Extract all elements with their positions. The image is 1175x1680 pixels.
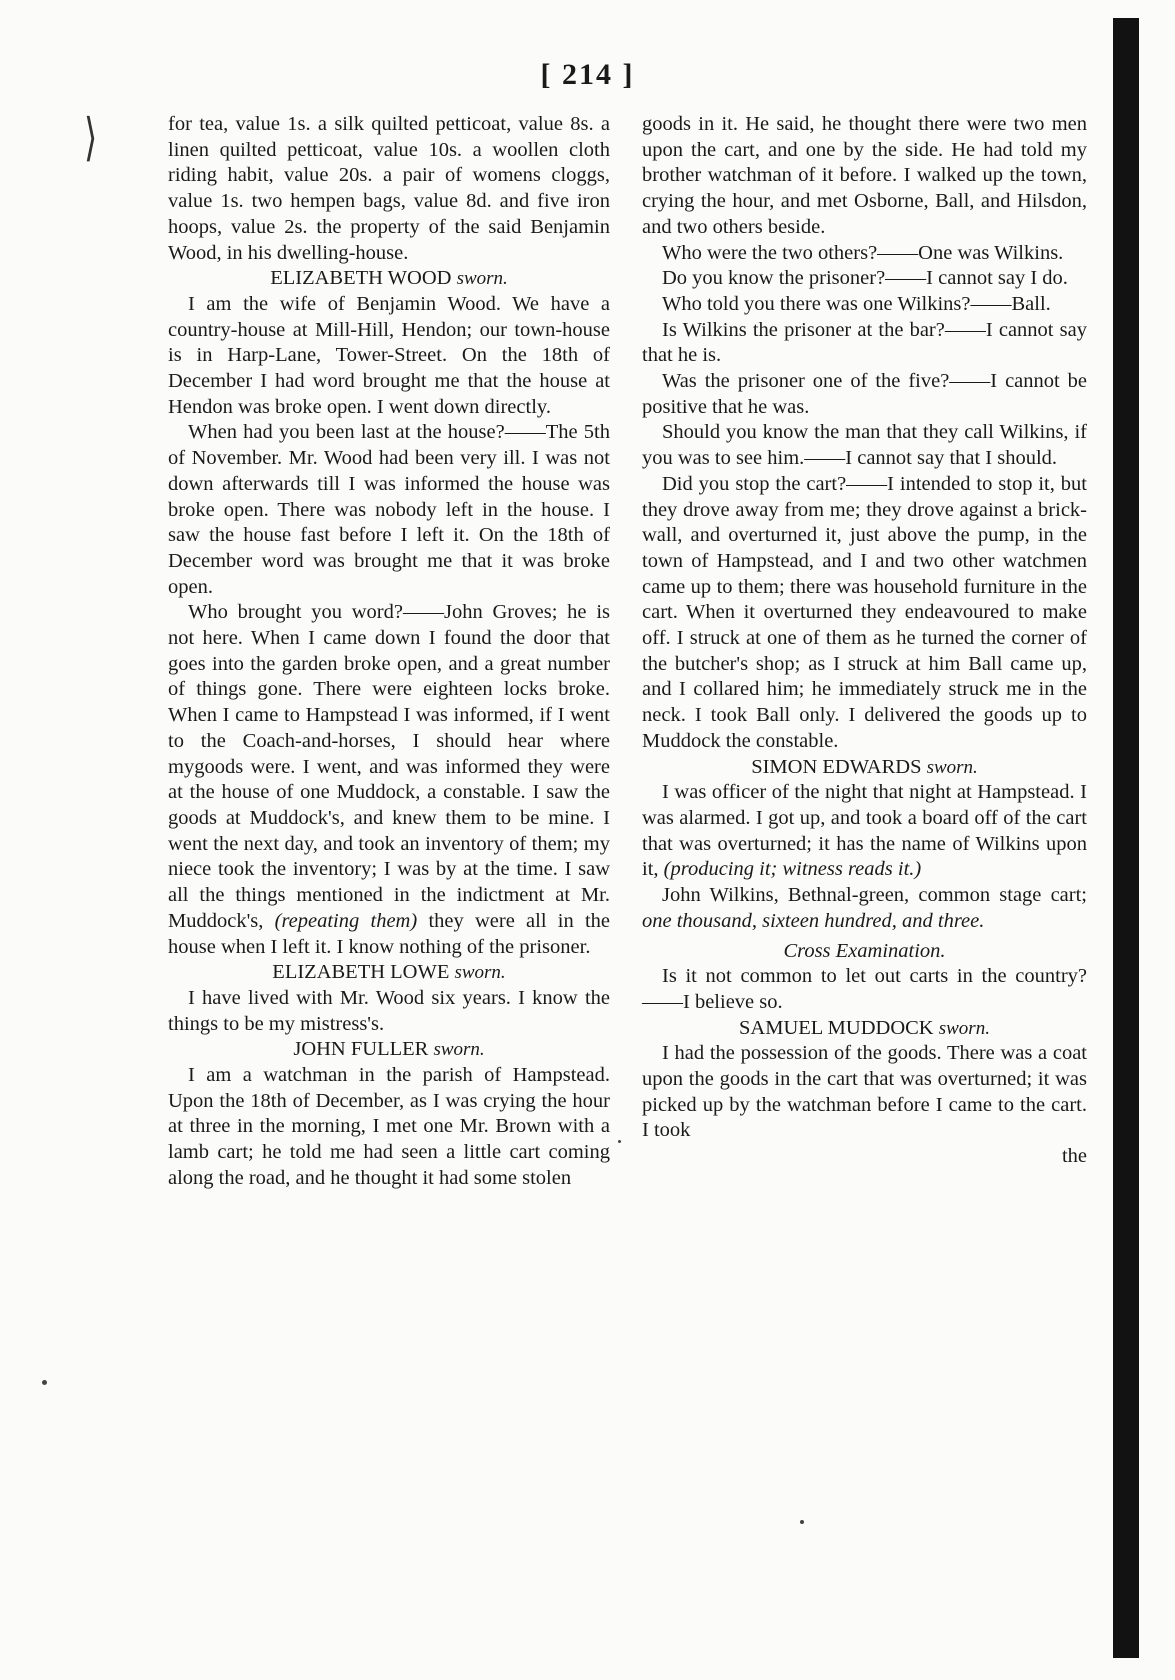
- margin-mark: ⟩: [84, 111, 98, 167]
- witness-heading: [168, 960, 610, 986]
- binding-shadow: [1113, 18, 1139, 1658]
- paragraph: Who were the two others?——One was Wilkins.: [662, 241, 1064, 264]
- witness-heading: [642, 1016, 1087, 1042]
- left-column: [168, 112, 610, 1192]
- section-subheading: Cross Examination.: [783, 939, 946, 962]
- paragraph-text: John Wilkins, Bethnal-green, common stage cart;: [662, 884, 1087, 907]
- sworn-label: sworn.: [433, 1039, 485, 1061]
- paragraph: Is Wilkins the prisoner at the bar?——I cannot say that he is.: [642, 318, 1087, 367]
- witness-name: ELIZABETH LOWE: [272, 961, 450, 984]
- sworn-label: sworn.: [456, 268, 508, 290]
- paragraph-text: I was officer of the night that night at Hampstead. I was alarmed. I got up, and took a board off of the cart that was overturned; it has the name of Wilkins upon it,: [642, 781, 1087, 881]
- italic-note: (repeating them): [274, 909, 418, 932]
- speck: [618, 1140, 621, 1143]
- paragraph: Who told you there was one Wilkins?——Ball.: [662, 292, 1051, 315]
- paragraph: [642, 883, 1087, 934]
- page-number: [ 214 ]: [540, 58, 635, 91]
- italic-note: one thousand, sixteen hundred, and three.: [642, 909, 985, 932]
- paragraph: I am the wife of Benjamin Wood. We have a country-house at Mill-Hill, Hendon; our town-house is in Harp-Lane, Tower-Street. On the 18th of December I had word brought me that the house at Hendon was broke open. I went down directly.: [168, 292, 610, 418]
- paragraph: Did you stop the cart?——I intended to stop it, but they drove away from me; they drove against a brick-wall, and overturned it, just above the pump, in the town of Hampstead, and I and two other watchmen came up to them; there was household furniture in the cart. When it overturned they endeavoured to make off. I struck at one of them as he turned the corner of the butcher's shop; as I struck at him Ball came up, and I collared him; he immediately struck me in the neck. I took Ball only. I delivered the goods up to Muddock the constable.: [642, 472, 1087, 752]
- witness-heading: [168, 1037, 610, 1063]
- paragraph: Do you know the prisoner?——I cannot say I do.: [662, 267, 1068, 290]
- paragraph: [168, 600, 610, 960]
- paragraph: I am a watchman in the parish of Hampstead. Upon the 18th of December, as I was crying the hour at three in the morning, I met one Mr. Brown with a lamb cart; he told me had seen a little cart coming along the road, and he thought it had some stolen: [168, 1064, 610, 1189]
- right-column: [642, 112, 1087, 1170]
- witness-name: SIMON EDWARDS: [751, 755, 922, 778]
- witness-name: ELIZABETH WOOD: [270, 267, 452, 290]
- paragraph: for tea, value 1s. a silk quilted petticoat, value 8s. a linen quilted petticoat, value 10s. a woollen cloth riding habit, value 20s. a pair of womens cloggs, value 1s. two hempen bags, value 8d. and five iron hoops, value 2s. the property of the said Benjamin Wood, in his dwelling-house.: [168, 113, 610, 264]
- sworn-label: sworn.: [926, 756, 978, 778]
- speck: [42, 1380, 47, 1385]
- paragraph-text: Who brought you word?——John Groves; he is not here. When I came down I found the door that goes into the garden broke open, and a great number of things gone. There were eighteen locks broke. When I came to Hampstead I was informed, if I went to the Coach-and-horses, I should hear where mygoods were. I went, and was informed they were at the house of one Muddock, a constable. I saw the goods at Muddock's, and knew them to be mine. I went the next day, and took an inventory of them; my niece took the inventory; I was by at the time. I saw all the things mentioned in the indictment at Mr. Muddock's,: [168, 601, 610, 932]
- paragraph: I have lived with Mr. Wood six years. I know the things to be my mistress's.: [168, 986, 610, 1035]
- paragraph: [642, 780, 1087, 883]
- speck: [800, 1520, 804, 1524]
- paragraph: goods in it. He said, he thought there were two men upon the cart, and one by the side. He had told my brother watchman of it before. I walked up the town, crying the hour, and met Osborne, Ball, and Hilsdon, and two others beside.: [642, 113, 1087, 238]
- paragraph-text: they were all in the house when I left it. I know nothing of the prisoner.: [168, 909, 611, 958]
- witness-heading: [642, 755, 1087, 781]
- witness-name: SAMUEL MUDDOCK: [739, 1016, 934, 1039]
- sworn-label: sworn.: [938, 1017, 990, 1039]
- paragraph: Is it not common to let out carts in the country?——I believe so.: [642, 965, 1087, 1013]
- sworn-label: sworn.: [454, 962, 506, 984]
- paragraph: When had you been last at the house?——The 5th of November. Mr. Wood had been very ill. I was not down afterwards till I was informed the house was broke open. There was nobody left in the house. I saw the house fast before I left it. On the 18th of December word was brought me that it was broke open.: [168, 421, 610, 598]
- paragraph: I had the possession of the goods. There was a coat upon the goods in the cart that was overturned; it was picked up by the watchman before I came to the cart. I took: [642, 1042, 1087, 1142]
- italic-note: (producing it; witness reads it.): [663, 858, 922, 881]
- catchword: the: [1061, 1145, 1087, 1168]
- witness-heading: [168, 266, 610, 292]
- witness-name: JOHN FULLER: [293, 1038, 429, 1061]
- paragraph: Should you know the man that they call Wilkins, if you was to see him.——I cannot say that I should.: [642, 421, 1087, 470]
- paragraph: Was the prisoner one of the five?——I cannot be positive that he was.: [642, 370, 1087, 418]
